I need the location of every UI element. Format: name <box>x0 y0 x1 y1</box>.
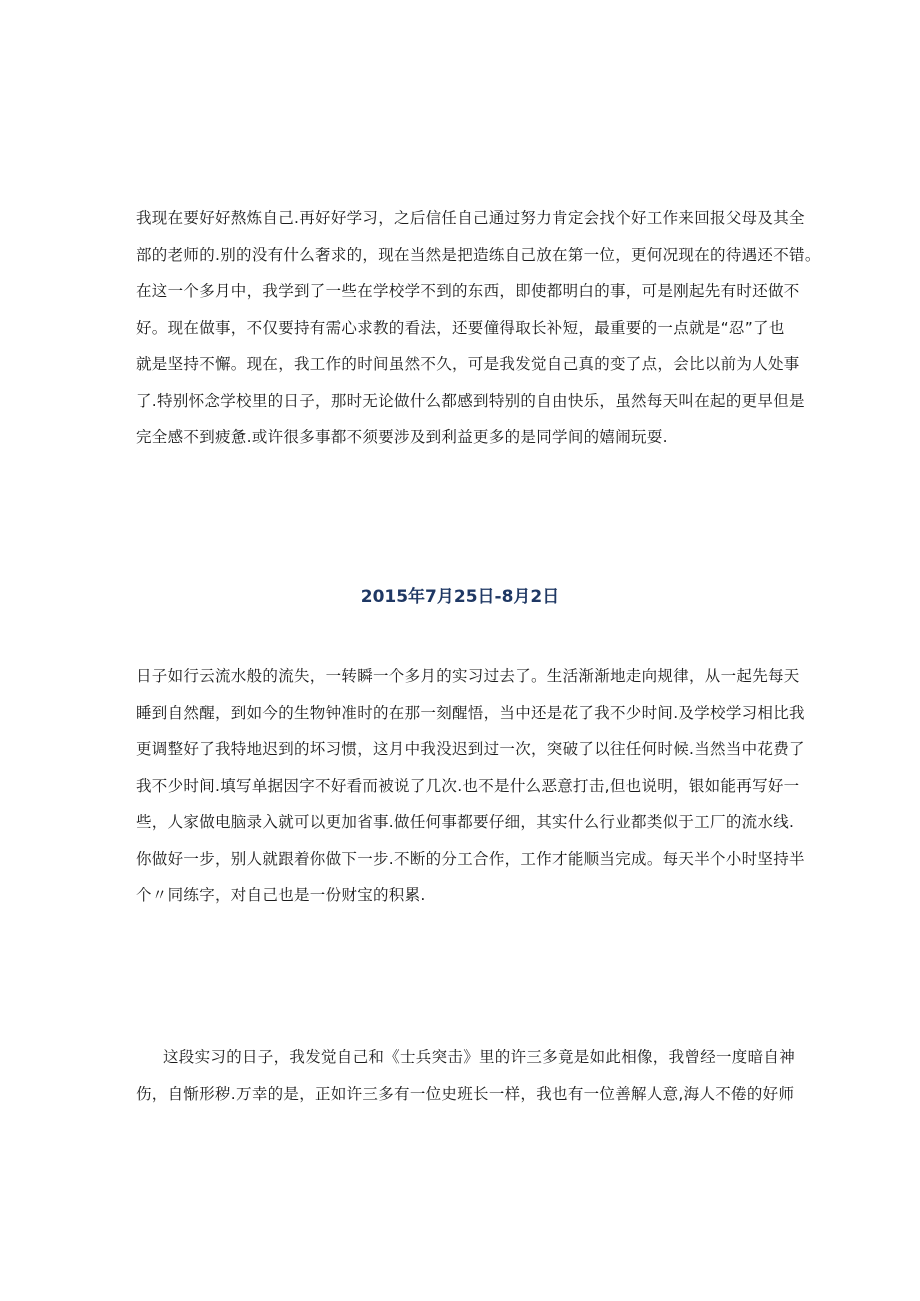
text-line: 了.特别怀念学校里的日子，那时无论做什么都感到特别的自由快乐，虽然每天叫在起的更早但是 <box>136 391 805 410</box>
text-line: 完全感不到疲惫.或许很多事都不须要涉及到利益更多的是同学间的嬉闹玩耍. <box>136 428 668 446</box>
text-line: 伤，自惭形秽.万幸的是，正如许三多有一位史班长一样，我也有一位善解人意,海人不倦的好师 <box>136 1084 795 1103</box>
text-line: 更调整好了我特地迟到的坏习惯，这月中我没迟到过一次，突破了以往任何时候.当然当中花费了 <box>136 740 805 758</box>
section-heading: 2015年7月25日-8月2日 <box>360 587 560 607</box>
paragraph-2 <box>136 658 805 914</box>
text-line: 我不少时间.填写单据因字不好看而被说了几次.也不是什么恶意打击,但也说明，银如能再写好一 <box>136 776 800 795</box>
text-line: 就是坚持不懈。现在，我工作的时间虽然不久，可是我发觉自己真的变了点，会比以前为人处事 <box>136 355 800 373</box>
text-line: 些，人家做电脑录入就可以更加省事.做任何事都要仔细，其实什么行业都类似于工厂的流水线. <box>136 813 795 831</box>
text-line: 我现在要好好熬炼自己.再好好学习，之后信任自己通过努力肯定会找个好工作来回报父母及其全 <box>136 209 805 227</box>
text-line: 个〃同练字，对自己也是一份财宝的积累. <box>136 886 426 904</box>
text-line: 日子如行云流水般的流失，一转瞬一个多月的实习过去了。生活渐渐地走向规律，从一起先每天 <box>136 667 800 685</box>
paragraph-3 <box>136 1039 796 1112</box>
text-line: 这段实习的日子，我发觉自己和《士兵突击》里的许三多竟是如此相像，我曾经一度暗自神 <box>163 1048 796 1066</box>
paragraph-1 <box>136 200 821 456</box>
text-line: 你做好一步，别人就跟着你做下一步.不断的分工合作，工作才能顺当完成。每天半个小时坚持半 <box>136 849 805 868</box>
text-line: 部的老师的.别的没有什么奢求的，现在当然是把造练自己放在第一位，更何况现在的待遇还不错。 <box>136 245 821 264</box>
text-line: 在这一个多月中，我学到了一些在学校学不到的东西，即使都明白的事，可是刚起先有时还做不 <box>136 282 800 300</box>
text-line: 睡到自然醒，到如今的生物钟准时的在那一刻醒悟，当中还是花了我不少时间.及学校学习相比我 <box>136 703 805 722</box>
text-line: 好。现在做事，不仅要持有需心求教的看法，还要僮得取长补短，最重要的一点就是“忍”了也 <box>136 318 785 337</box>
